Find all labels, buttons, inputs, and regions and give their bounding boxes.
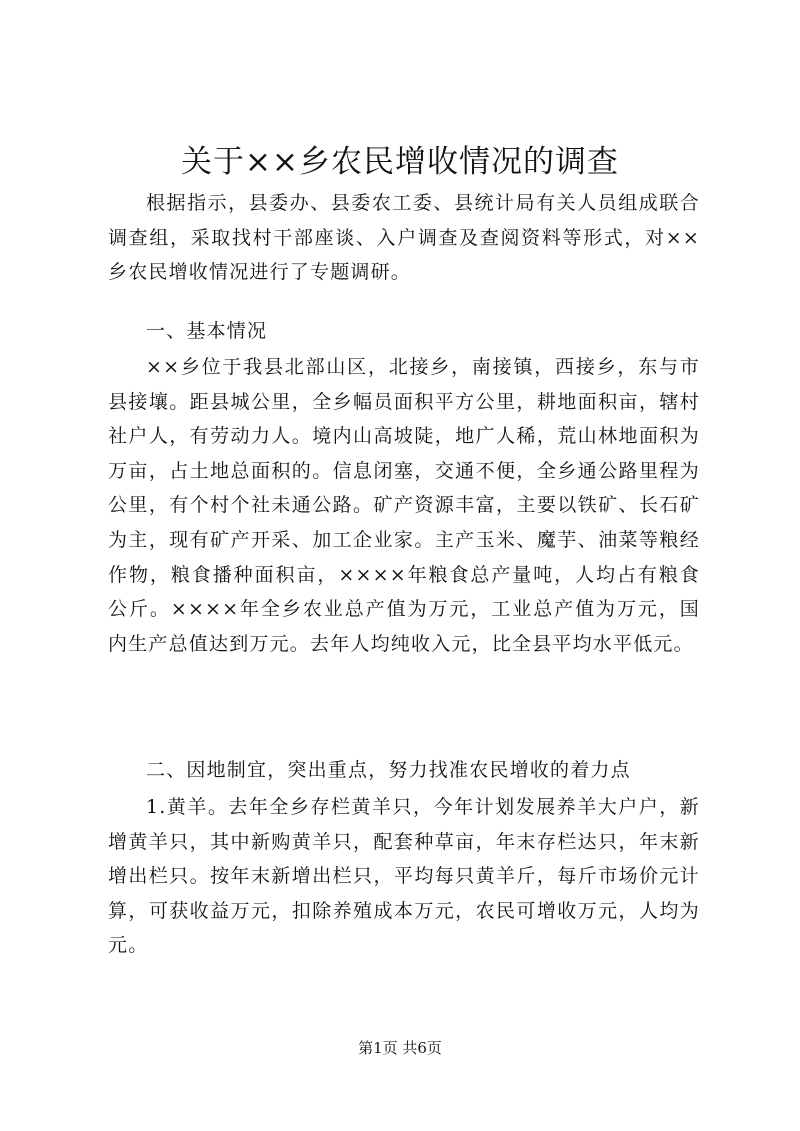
document-title: 关于××乡农民增收情况的调查 bbox=[181, 144, 619, 180]
page-number-footer: 第1页 共6页 bbox=[358, 1039, 442, 1057]
section-heading-income-focus: 二、因地制宜，突出重点，努力找准农民增收的着力点 bbox=[146, 759, 631, 781]
intro-paragraph: 根据指示，县委办、县委农工委、县统计局有关人员组成联合调查组，采取找村干部座谈、入户调查及查阅资料等形式，对××乡农民增收情况进行了专题调研。 bbox=[108, 192, 700, 284]
goat-item-paragraph: 1.黄羊。去年全乡存栏黄羊只，今年计划发展养羊大户户，新增黄羊只，其中新购黄羊只，配套种草亩，年末存栏达只，年末新增出栏只。按年末新增出栏只，平均每只黄羊斤，每斤市场价元计算，可获收益万元，扣除养殖成本万元，农民可增收万元，人均为元。 bbox=[108, 796, 700, 957]
basic-situation-paragraph: ××乡位于我县北部山区，北接乡，南接镇，西接乡，东与市县接壤。距县城公里，全乡幅员面积平方公里，耕地面积亩，辖村社户人，有劳动力人。境内山高坡陡，地广人稀，荒山林地面积为万亩，占土地总面积的。信息闭塞，交通不便，全乡通公路里程为公里，有个村个社未通公路。矿产资源丰富，主要以铁矿、长石矿为主，现有矿产开采、加工企业家。主产玉米、魔芋、油菜等粮经作物，粮食播种面积亩，××××年粮食总产量吨，人均占有粮食公斤。××××年全乡农业总产值为万元，工业总产值为万元，国内生产总值达到万元。去年人均纯收入元，比全县平均水平低元。 bbox=[108, 356, 700, 655]
section-heading-basic-situation: 一、基本情况 bbox=[146, 320, 268, 342]
